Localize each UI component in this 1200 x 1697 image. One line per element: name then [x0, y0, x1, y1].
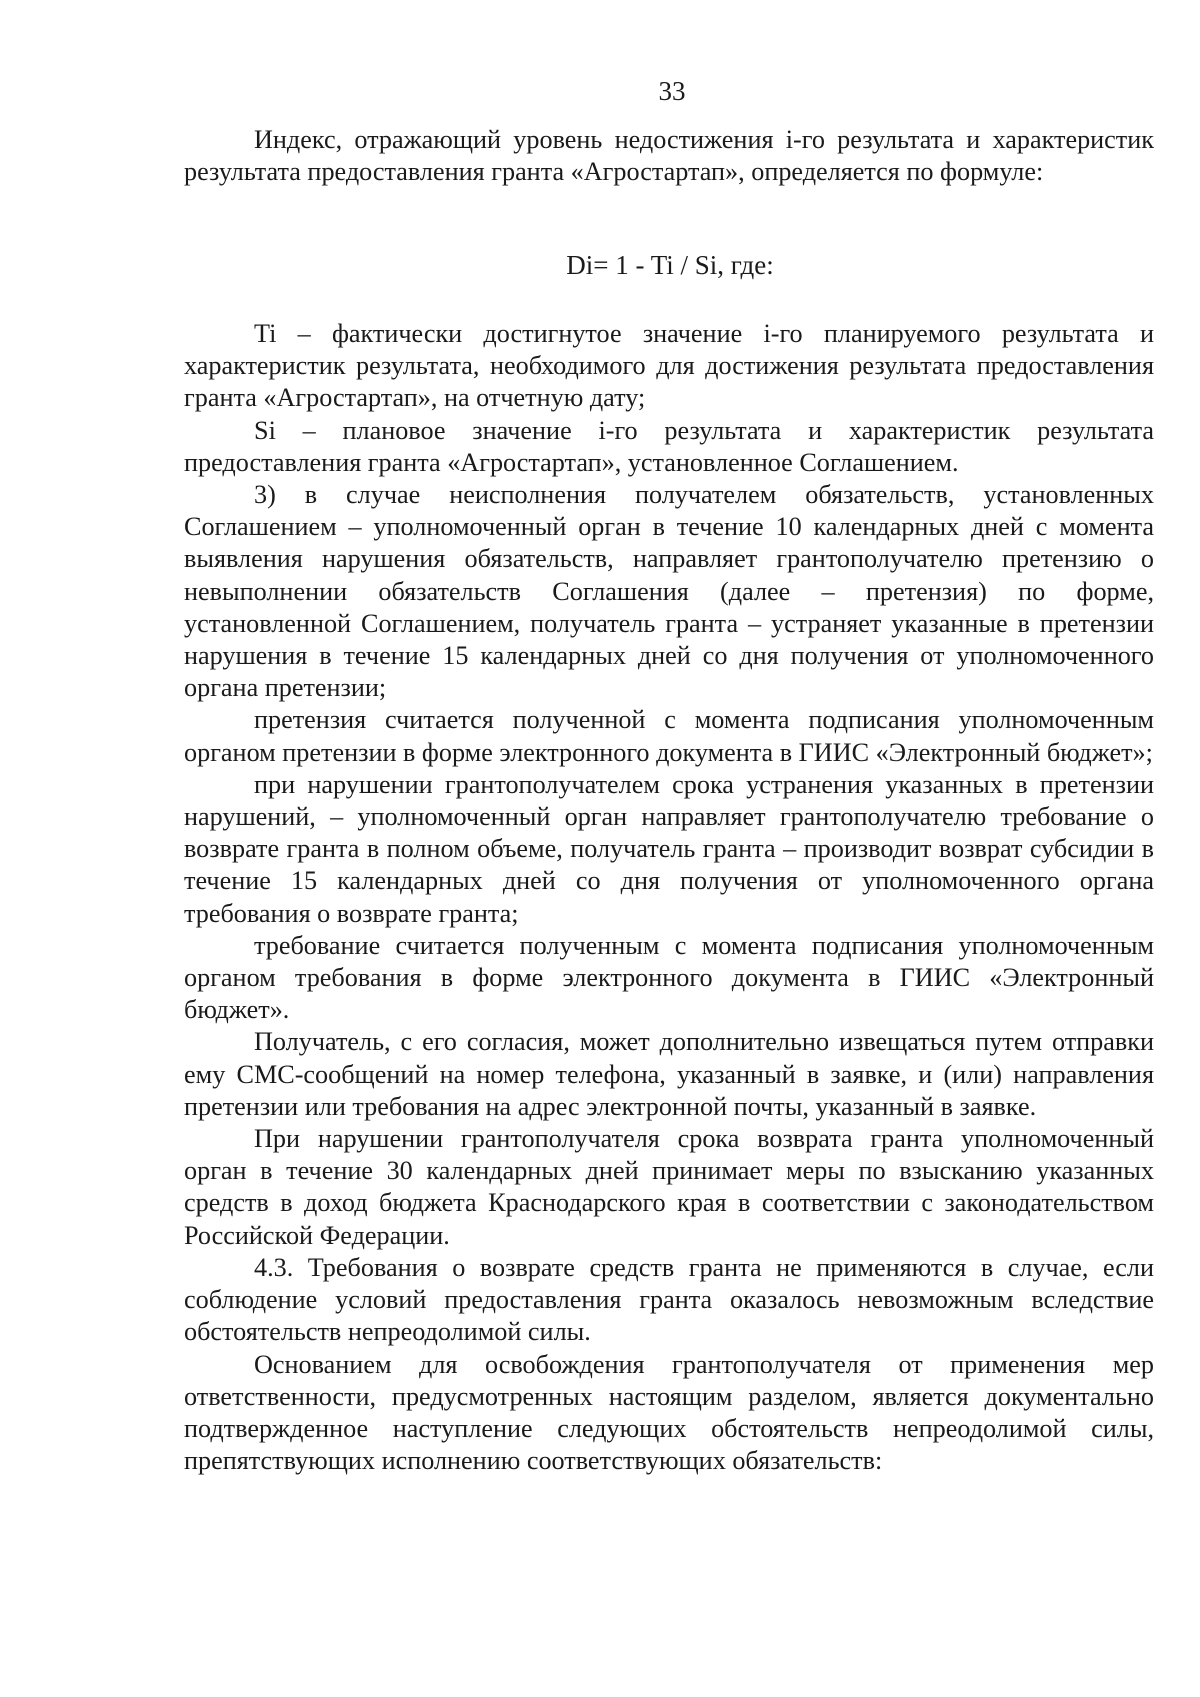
paragraph-recovery-measures: При нарушении грантополучателя срока возврата гранта уполномоченный орган в течение 30 календарных дней принимает меры по взысканию указанных средств в доход бюджета Краснодарского края в соответствии с законодательством Российской Федерации. [184, 1124, 1154, 1250]
paragraph-notification: Получатель, с его согласия, может дополнительно извещаться путем отправки ему СМС-сообщений на номер телефона, указанный в заявке, и (или) направления претензии или требования на адрес электронной почты, указанный в заявке. [184, 1027, 1154, 1121]
paragraph-item-3: 3) в случае неисполнения получателем обязательств, установленных Соглашением – уполномоченный орган в течение 10 календарных дней с момента выявления нарушения обязательств, направляет грантополучателю претензию о невыполнении обязательств Соглашения (далее – претензия) по форме, установленной Соглашением, получатель гранта – устраняет указанные в претензии нарушения в течение 15 календарных дней со дня получения от уполномоченного органа претензии; [184, 480, 1154, 703]
paragraph-section-4-3: 4.3. Требования о возврате средств гранта не применяются в случае, если соблюдение условий предоставления гранта оказалось невозможным вследствие обстоятельств непреодолимой силы. [184, 1252, 1154, 1347]
formula: Di= 1 - Ti / Si, где: [566, 250, 774, 280]
paragraph-claim-received: претензия считается полученной с момента подписания уполномоченным органом претензии в форме электронного документа в ГИИС «Электронный бюджет»; [184, 705, 1154, 767]
intro-block [184, 124, 1154, 188]
intro-paragraph: Индекс, отражающий уровень недостижения i-го результата и характеристик результата предоставления гранта «Агростартап», определяется по формуле: [184, 125, 1154, 187]
paragraph-si-definition: Si – плановое значение i-го результата и характеристик результата предоставления гранта «Агростартап», установленное Соглашением. [184, 415, 1154, 477]
paragraph-force-majeure: Основанием для освобождения грантополучателя от применения мер ответственности, предусмотренных настоящим разделом, является документально подтвержденное наступление следующих обстоятельств непреодолимой силы, препятствующих исполнению соответствующих обязательств: [184, 1349, 1154, 1476]
body-text [184, 318, 1154, 1477]
page-number: 33 [658, 76, 686, 106]
paragraph-requirement-received: требование считается полученным с момента подписания уполномоченным органом требования в форме электронного документа в ГИИС «Электронный бюджет». [184, 930, 1154, 1025]
paragraph-ti-definition: Ti – фактически достигнутое значение i-го планируемого результата и характеристик результата, необходимого для достижения результата предоставления гранта «Агростартап», на отчетную дату; [184, 319, 1154, 413]
paragraph-deadline-violation: при нарушении грантополучателем срока устранения указанных в претензии нарушений, – уполномоченный орган направляет грантополучателю требование о возврате гранта в полном объеме, получатель гранта – производит возврат субсидии в течение 15 календарных дней со дня получения от уполномоченного органа требования о возврате гранта; [184, 769, 1154, 928]
